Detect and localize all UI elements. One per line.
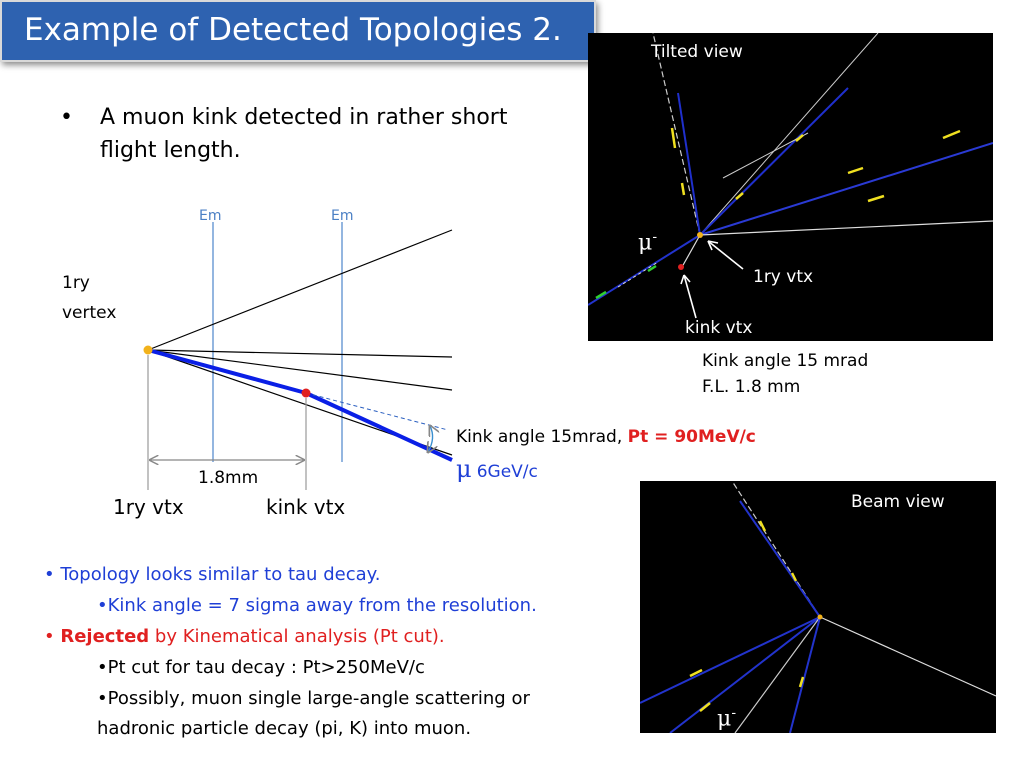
tilted-mu-charge: -: [652, 229, 658, 245]
vertex-label-line2: vertex: [62, 303, 117, 323]
note-bullet-2: •: [44, 626, 55, 647]
note-line3-text: by Kinematical analysis (Pt cut).: [149, 626, 445, 647]
mu-symbol: μ: [456, 455, 472, 483]
note-line6: hadronic particle decay (pi, K) into muon.: [97, 718, 472, 739]
slide-title: Example of Detected Topologies 2.: [24, 12, 562, 48]
pt-value: Pt = 90MeV/c: [627, 427, 756, 447]
tilted-caption-line1: Kink angle 15 mrad: [702, 351, 869, 371]
track-1: [148, 230, 452, 350]
note-line3: [44, 626, 445, 647]
em-label-1: Em: [199, 208, 222, 224]
beam-mu-symbol: μ: [717, 706, 732, 732]
muon-track-parent: [148, 350, 306, 393]
tilted-caption-line2: F.L. 1.8 mm: [702, 377, 801, 397]
tilted-view-image: [588, 33, 993, 341]
beam-view-tracks: [640, 481, 996, 733]
note-line1-text: Topology looks similar to tau decay.: [60, 564, 381, 585]
note-rejected: Rejected: [60, 626, 150, 647]
mu-momentum: 6GeV/c: [476, 462, 538, 482]
kink-vtx-label: kink vtx: [266, 495, 346, 519]
kink-angle-annotation: [456, 427, 756, 447]
bullet-text-line1: A muon kink detected in rather short: [100, 105, 508, 130]
bullet-mark: •: [60, 105, 73, 130]
em-label-2: Em: [331, 208, 354, 224]
tilted-view-label: Tilted view: [651, 42, 743, 62]
note-line1: [44, 564, 380, 585]
note-line5: •Possibly, muon single large-angle scattering or: [97, 688, 530, 709]
note-line2: •Kink angle = 7 sigma away from the resolution.: [97, 595, 537, 616]
note-bullet-1: •: [44, 564, 55, 585]
beam-mu-charge: -: [731, 705, 737, 721]
muon-momentum-annotation: [456, 455, 538, 483]
kink-angle-text: Kink angle 15mrad,: [456, 427, 623, 447]
beam-view-label: Beam view: [851, 492, 945, 512]
tilted-mu-label: [638, 229, 657, 255]
beam-view-image: [640, 481, 996, 733]
beam-mu-label: [717, 705, 736, 731]
tilted-view-tracks: [588, 33, 993, 341]
distance-label: 1.8mm: [198, 468, 259, 488]
tilted-kink-vtx-label: kink vtx: [685, 318, 753, 338]
primary-vtx-label: 1ry vtx: [113, 495, 184, 519]
bullet-text-line2: flight length.: [100, 138, 241, 163]
note-line4: •Pt cut for tau decay : Pt>250MeV/c: [97, 657, 425, 678]
vertex-label-line1: 1ry: [62, 273, 90, 293]
tilted-primary-vtx-label: 1ry vtx: [753, 267, 814, 287]
primary-vertex-dot: [144, 346, 153, 355]
kink-vertex-dot: [302, 389, 311, 398]
tilted-mu-symbol: μ: [638, 230, 653, 256]
title-banner: [0, 0, 596, 62]
